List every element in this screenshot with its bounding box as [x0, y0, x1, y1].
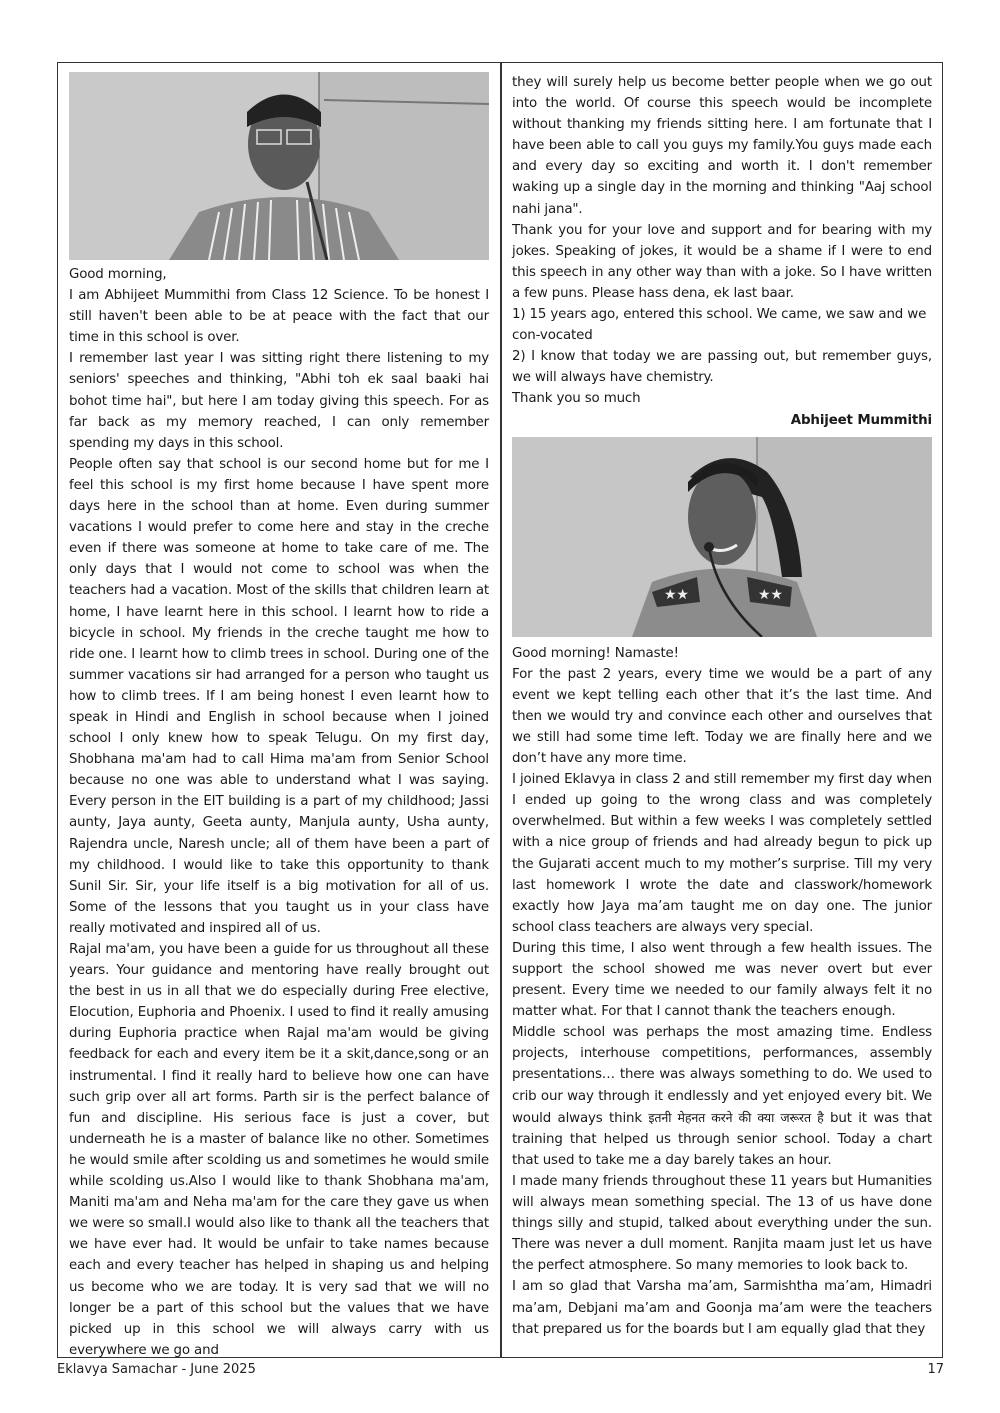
hindi-phrase: इतनी मेहनत करने की क्या जरूरत है [648, 1109, 824, 1125]
publication-footer: Eklavya Samachar - June 2025 [57, 1362, 256, 1377]
left-column [69, 72, 489, 1361]
greeting: Good morning, [69, 267, 167, 282]
svg-text:★★: ★★ [664, 586, 689, 603]
svg-text:★★: ★★ [758, 586, 783, 603]
page-number: 17 [927, 1362, 944, 1377]
greeting: Good morning! Namaste! [512, 645, 679, 661]
paragraph: I made many friends throughout these 11 years but Humanities will always mean something special. The 13 of us have done things silly and stupid, talked about everything under the sun. There was never a dull moment. Ranjita maam just let us have the perfect atmosphere. So many memories to look back to. [512, 1173, 932, 1274]
closing: Thank you so much [512, 391, 641, 407]
paragraph: I remember last year I was sitting right there listening to my seniors' speeches and thinking, "Abhi toh ek saal baaki hai bohot time hai", but here I am today giving this speech. For as far back as my memory reached, I can only remember spending my days in this school. [69, 351, 489, 451]
column-divider [500, 62, 502, 1358]
right-column [512, 72, 932, 1340]
paragraph: For the past 2 years, every time we would be a part of any event we kept telling each other that it’s the last time. And then we would try and convince each other and ourselves that we still had some time left. Today we are finally here and we don’t have any more time. [512, 666, 932, 767]
author-signature: Abhijeet Mummithi [790, 412, 932, 428]
pun-2: 2) I know that today we are passing out, but remember guys, we will always have chemistry. [512, 349, 932, 386]
paragraph-text: but it was that training that helped us through senior school. Today a chart that used to take me a day barely takes an hour. [512, 1110, 933, 1168]
paragraph: Thank you for your love and support and for bearing with my jokes. Speaking of jokes, it would be a shame if I were to end this speech in any other way than with a joke. So I have written a few puns. Please hass dena, ek last baar. [512, 222, 932, 301]
paragraph: I am Abhijeet Mummithi from Class 12 Science. To be honest I still haven't been able to be at peace with the fact that our time in this school is over. [69, 288, 489, 346]
paragraph: People often say that school is our second home but for me I feel this school is my first home because I have spent more days here in the school than at home. Even during summer vacations I would prefer to come here and stay in the creche even if there was someone at home to take care of me. The only days that I would not come to school was when the teachers had a vacation. Most of the skills that children learn at home, I have learnt here in this school. I learnt how to ride a bicycle in school. My friends in the creche taught me how to ride one. I learnt how to climb trees in school. During one of the summer vacations sir had arranged for a person who taught us how to climb trees. If I am being honest I even learnt how to speak in Hindi and English in school because when I joined school I only knew how to speak Telugu. On my first day, Shobhana ma'am had to call Hima ma'am from Senior School because no one was able to understand what I was saying. Every person in the EIT building is a part of my childhood; Jassi aunty, Jaya aunty, Geeta aunty, Manjula aunty, Usha aunty, Rajendra uncle, Naresh uncle; all of them have been a part of my childhood. I would like to take this opportunity to thank Sunil Sir. Sir, your life itself is a big motivation for all of us. Some of the lessons that you taught us in your class have really motivated and inspired all of us. [69, 456, 489, 936]
pun-1: 1) 15 years ago, entered this school. We came, we saw and we con-vocated [512, 307, 927, 344]
paragraph: they will surely help us become better people when we go out into the world. Of course this speech would be incomplete without thanking my friends sitting here. I am fortunate that I have been able to call you guys my family.You guys made each and every day so exciting and worth it. I don't remember waking up a single day in the morning and thinking "Aaj school nahi jana". [512, 75, 932, 217]
paragraph: I am so glad that Varsha ma’am, Sarmishtha ma’am, Himadri ma’am, Debjani ma’am and Goonja ma’am were the teachers that prepared us for the boards but I am equally glad that they [512, 1279, 932, 1337]
speaker-photo-abhijeet [69, 72, 489, 260]
paragraph-text: Middle school was perhaps the most amazing time. Endless projects, interhouse competitions, performances, assembly presentations… there was always something to do. We used to crib our way through it endlessly and yet enjoyed every bit. We would always think [512, 1025, 932, 1126]
paragraph: Rajal ma'am, you have been a guide for us throughout all these years. Your guidance and mentoring have really brought out the best in us in all that we do especially during Free elective, Elocution, Euphoria and Phoenix. I used to find it really amusing during Euphoria practice when Rajal ma'am would be giving feedback for each and every item be it a skit,dance,song or an instrumental. I find it really hard to believe how one can have such grip over all art forms. Parth sir is the perfect balance of fun and discipline. His serious face is just a cover, but underneath he is a master of balance like no other. Sometimes he would smile after scolding us and sometimes he would smile while scolding us.Also I would like to thank Shobhana ma'am, Maniti ma'am and Neha ma'am for the care they gave us when we were so small.I would also like to thank all the teachers that we have ever had. It would be unfair to take names because each and every teacher has helped in shaping us and helping us become who we are today. It is very sad that we will no longer be a part of this school but the values that we have picked up in this school we will always carry with us everywhere we go and [69, 942, 489, 1358]
paragraph: During this time, I also went through a few health issues. The support the school showed me was never overt but ever present. Every time we needed to our family always felt it no matter what. For that I cannot thank the teachers enough. [512, 940, 932, 1020]
speaker-photo-girl [512, 437, 932, 637]
boy-speaking-photo-icon [69, 72, 489, 260]
girl-speaking-photo-icon [512, 437, 932, 637]
paragraph [512, 1022, 932, 1171]
paragraph: I joined Eklavya in class 2 and still remember my first day when I ended up going to the wrong class and was completely overwhelmed. But within a few weeks I was completely settled with a nice group of friends and had already begun to pick up the Gujarati accent much to my mother’s surprise. Till my very last homework I wrote the date and classwork/homework exactly how Jaya ma’am taught me on day one. The junior school class teachers are always very special. [512, 772, 932, 935]
